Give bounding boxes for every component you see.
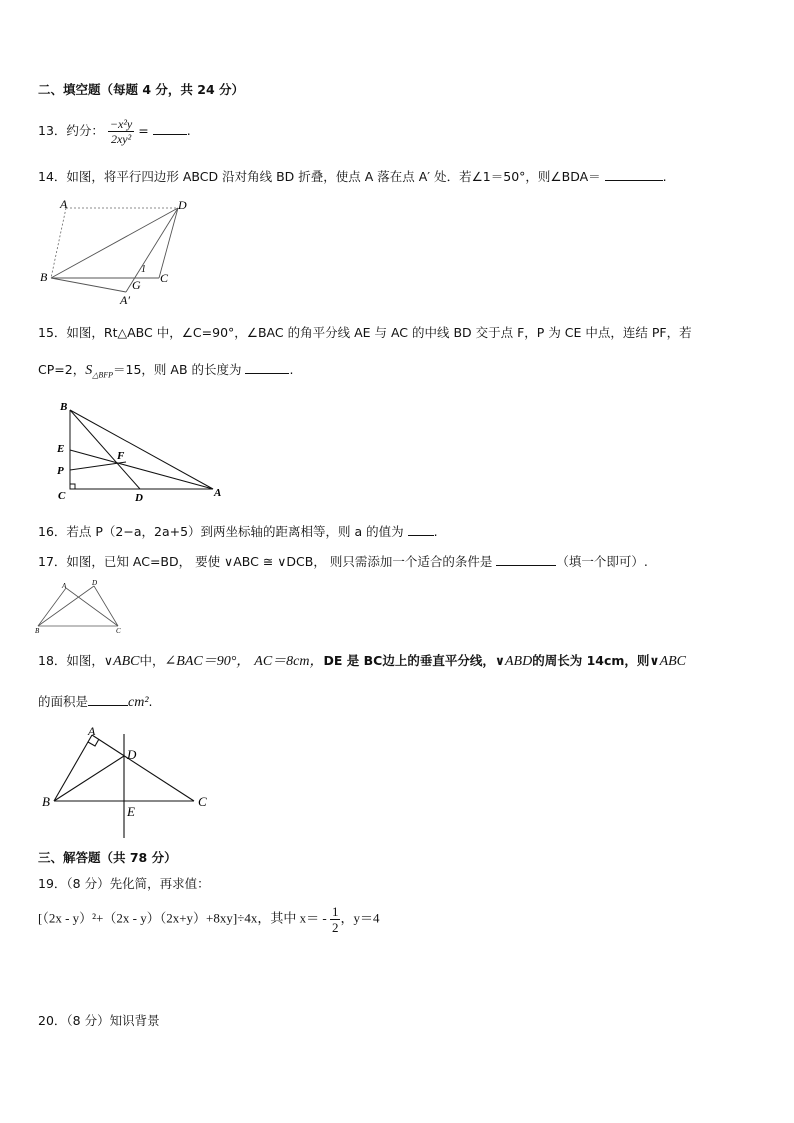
q13-prefix: 13．约分： (38, 123, 104, 138)
q18-label-C: C (198, 794, 207, 809)
q13-fraction (108, 117, 134, 146)
q18-label-E: E (127, 804, 135, 819)
q15-label-A: A (214, 487, 222, 499)
answer-blank-16[interactable] (408, 523, 434, 536)
q13-numerator: −x²y (109, 117, 133, 131)
answer-blank-13[interactable] (153, 122, 187, 135)
answer-blank-15[interactable] (245, 361, 289, 374)
q15-label-B: B (60, 401, 68, 413)
q19-fraction: $\frac{1}{2}$ (331, 904, 339, 935)
q17-label-B: B (35, 627, 40, 634)
question-20-title: 20．（8 分）知识背景 (38, 1013, 160, 1028)
q15-label-E: E (57, 443, 65, 455)
section-title-answer: 三、解答题（共 78 分） (38, 850, 177, 865)
q15-area-subscript: △BFP (92, 370, 114, 380)
question-18-line2: 的面积是 cm². (38, 694, 153, 710)
question-15-line2: CP=2，$S_{\triangle BFP}=15$，则 AB 的长度为 . (38, 362, 294, 380)
q14-label-B: B (40, 270, 48, 284)
q17-label-C: C (116, 627, 121, 634)
q14-label-G: G (132, 278, 141, 292)
q14-label-A: A (60, 197, 68, 211)
q14-label-Aprime: A′ (120, 293, 130, 307)
question-19-expression: [（2x - y）²+（2x - y）（2x+y）+8xy]÷4x，其中 x＝ - $\frac{1}{2}$ ，y＝4 (38, 904, 380, 935)
q15-label-P: P (57, 465, 64, 477)
q15-label-C: C (58, 490, 66, 502)
answer-blank-18[interactable] (88, 693, 128, 706)
figure-q15-triangle (50, 396, 230, 506)
question-16: 16．若点 P（2−a，2a+5）到两坐标轴的距离相等，则 a 的值为 . (38, 524, 438, 539)
q13-denominator: 2xy² (110, 132, 132, 146)
question-17: 17．如图，已知 AC=BD， 要使 ∨ABC ≅ ∨DCB， 则只需添加一个适合的条件是 （填一个即可）. (38, 554, 648, 569)
q18-condition-angle: ∠BAC＝90°， (164, 654, 251, 669)
answer-blank-14[interactable] (605, 168, 663, 181)
q18-label-D: D (127, 747, 137, 762)
question-15-line1: 15．如图，Rt△ABC 中，∠C=90°，∠BAC 的角平分线 AE 与 AC 的中线 BD 交于点 F，P 为 CE 中点，连结 PF，若 (38, 325, 692, 340)
question-13: 13．约分： $\frac{\text{−x²y}}{\text{2xy²}}$ = . (38, 117, 191, 146)
figure-q17-triangles (34, 578, 126, 634)
q18-label-A: A (88, 724, 96, 738)
q14-text: 14．如图，将平行四边形 ABCD 沿对角线 BD 折叠，使点 A 落在点 A′ 处．若∠1＝50°，则∠BDA＝ (38, 169, 601, 184)
q14-label-D: D (178, 198, 187, 212)
q15-label-F: F (117, 450, 125, 462)
q17-label-A: A (62, 582, 67, 590)
question-14: 14．如图，将平行四边形 ABCD 沿对角线 BD 折叠，使点 A 落在点 A′ 处．若∠1＝50°，则∠BDA＝ . (38, 169, 667, 184)
figure-q14-parallelogram (36, 195, 206, 310)
figure-q18-right-triangle (36, 722, 216, 844)
q15-label-D: D (135, 492, 143, 504)
question-19-title: 19．（8 分）先化简，再求值： (38, 876, 210, 891)
q15-area-symbol: S (85, 363, 93, 378)
answer-blank-17[interactable] (496, 553, 556, 566)
section-title-fill-in: 二、填空题（每题 4 分，共 24 分） (38, 82, 245, 97)
q18-label-B: B (42, 794, 50, 809)
q18-unit: cm² (128, 695, 149, 710)
q17-label-D: D (92, 579, 98, 587)
q13-equals: = (138, 123, 149, 138)
q14-label-C: C (160, 271, 169, 285)
q18-condition-ac: AC＝8cm， (254, 654, 324, 669)
q14-label-1: 1 (141, 264, 146, 275)
question-18-line1: 18．如图，∨ABC中，∠BAC＝90°， AC＝8cm，DE 是 BC边上的垂直平分线，∨ABD的周长为 14cm，则∨ABC (38, 653, 687, 669)
